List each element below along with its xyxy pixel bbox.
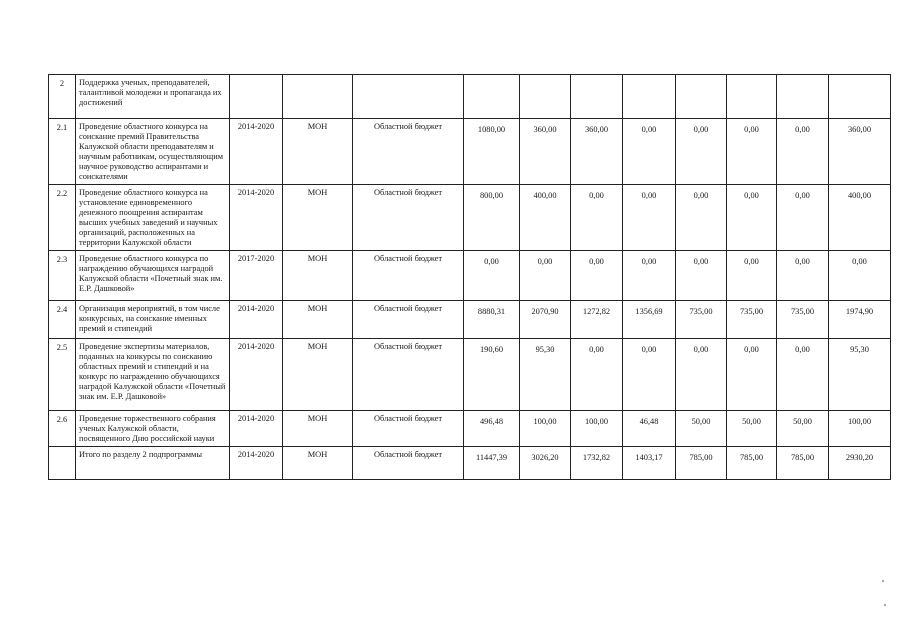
- row-value: 735,00: [676, 301, 727, 339]
- table-row: [49, 119, 891, 185]
- row-executor: МОН: [283, 339, 353, 411]
- row-value: 2930,20: [829, 447, 891, 480]
- table-row: [49, 185, 891, 251]
- row-name: Проведение областного конкурса на установление единовременного денежного поощрения аспирантам высших учебных заведений и научных организаций, расположенных на территории Калужской области: [76, 185, 230, 251]
- row-value: 50,00: [676, 411, 727, 447]
- row-value: 95,30: [829, 339, 891, 411]
- row-value: 400,00: [829, 185, 891, 251]
- row-years: 2014-2020: [230, 339, 283, 411]
- row-source: Областной бюджет: [353, 301, 464, 339]
- row-value: 0,00: [623, 185, 676, 251]
- row-value: 11447,39: [464, 447, 520, 480]
- scan-speck: [882, 580, 884, 582]
- row-source: [353, 75, 464, 119]
- row-value: [623, 75, 676, 119]
- scan-speck: [884, 604, 886, 606]
- row-value: 0,00: [623, 119, 676, 185]
- row-value: 735,00: [727, 301, 777, 339]
- row-value: 8880,31: [464, 301, 520, 339]
- row-years: 2017-2020: [230, 251, 283, 301]
- row-executor: МОН: [283, 301, 353, 339]
- row-value: [464, 75, 520, 119]
- row-value: 785,00: [777, 447, 829, 480]
- budget-table: [48, 74, 891, 480]
- row-value: 1080,00: [464, 119, 520, 185]
- row-name: Организация мероприятий, в том числе конкурсных, на соискание именных премий и стипендий: [76, 301, 230, 339]
- row-number: 2.5: [49, 339, 76, 411]
- row-source: Областной бюджет: [353, 119, 464, 185]
- row-value: 95,30: [520, 339, 571, 411]
- row-executor: МОН: [283, 447, 353, 480]
- row-value: 785,00: [727, 447, 777, 480]
- table-row: [49, 411, 891, 447]
- row-years: 2014-2020: [230, 411, 283, 447]
- row-value: 100,00: [571, 411, 623, 447]
- row-executor: [283, 75, 353, 119]
- row-years: 2014-2020: [230, 301, 283, 339]
- row-executor: МОН: [283, 185, 353, 251]
- row-value: 0,00: [676, 185, 727, 251]
- row-years: 2014-2020: [230, 185, 283, 251]
- row-value: 0,00: [727, 119, 777, 185]
- row-source: Областной бюджет: [353, 447, 464, 480]
- row-value: [571, 75, 623, 119]
- row-value: 0,00: [727, 251, 777, 301]
- row-number: 2.1: [49, 119, 76, 185]
- row-value: 0,00: [623, 251, 676, 301]
- row-value: 0,00: [829, 251, 891, 301]
- row-value: 50,00: [777, 411, 829, 447]
- table-row: [49, 339, 891, 411]
- row-value: 100,00: [829, 411, 891, 447]
- row-number: 2.6: [49, 411, 76, 447]
- row-value: 46,48: [623, 411, 676, 447]
- row-value: 0,00: [464, 251, 520, 301]
- row-years: [230, 75, 283, 119]
- row-number: [49, 447, 76, 480]
- row-source: Областной бюджет: [353, 251, 464, 301]
- row-source: Областной бюджет: [353, 339, 464, 411]
- row-value: 0,00: [777, 119, 829, 185]
- row-value: 1272,82: [571, 301, 623, 339]
- row-value: 0,00: [777, 185, 829, 251]
- row-number: 2: [49, 75, 76, 119]
- row-name: Итого по разделу 2 подпрограммы: [76, 447, 230, 480]
- row-number: 2.2: [49, 185, 76, 251]
- row-years: 2014-2020: [230, 447, 283, 480]
- row-value: 785,00: [676, 447, 727, 480]
- table-row: [49, 75, 891, 119]
- row-value: [676, 75, 727, 119]
- row-value: 0,00: [676, 339, 727, 411]
- row-value: 0,00: [571, 185, 623, 251]
- row-value: 1403,17: [623, 447, 676, 480]
- row-name: Поддержка ученых, преподавателей, талантливой молодежи и пропаганда их достижений: [76, 75, 230, 119]
- row-value: 496,48: [464, 411, 520, 447]
- row-value: 360,00: [520, 119, 571, 185]
- row-number: 2.3: [49, 251, 76, 301]
- row-value: 360,00: [571, 119, 623, 185]
- row-value: 50,00: [727, 411, 777, 447]
- row-executor: МОН: [283, 119, 353, 185]
- row-value: 1356,69: [623, 301, 676, 339]
- row-value: [829, 75, 891, 119]
- row-value: 100,00: [520, 411, 571, 447]
- row-value: 0,00: [676, 119, 727, 185]
- row-value: 735,00: [777, 301, 829, 339]
- row-value: 0,00: [571, 251, 623, 301]
- row-value: 800,00: [464, 185, 520, 251]
- row-executor: МОН: [283, 411, 353, 447]
- table-row: [49, 447, 891, 480]
- row-value: 0,00: [727, 185, 777, 251]
- row-value: 0,00: [777, 251, 829, 301]
- row-number: 2.4: [49, 301, 76, 339]
- row-value: [520, 75, 571, 119]
- row-value: 3026,20: [520, 447, 571, 480]
- row-source: Областной бюджет: [353, 185, 464, 251]
- row-source: Областной бюджет: [353, 411, 464, 447]
- row-name: Проведение экспертизы материалов, поданных на конкурсы по соисканию областных премий и стипендий и на конкурс по награждению обучающихся наградой Калужской области «Почетный знак им. Е.Р. Дашковой»: [76, 339, 230, 411]
- row-value: 1732,82: [571, 447, 623, 480]
- row-value: 2070,90: [520, 301, 571, 339]
- table-row: [49, 301, 891, 339]
- row-executor: МОН: [283, 251, 353, 301]
- row-value: 190,60: [464, 339, 520, 411]
- row-value: 400,00: [520, 185, 571, 251]
- row-value: 0,00: [623, 339, 676, 411]
- row-name: Проведение областного конкурса по награждению обучающихся наградой Калужской области «Почетный знак им. Е.Р. Дашковой»: [76, 251, 230, 301]
- row-years: 2014-2020: [230, 119, 283, 185]
- row-value: 1974,90: [829, 301, 891, 339]
- row-value: 0,00: [520, 251, 571, 301]
- row-name: Проведение торжественного собрания ученых Калужской области, посвященного Дню российской науки: [76, 411, 230, 447]
- row-value: 360,00: [829, 119, 891, 185]
- row-name: Проведение областного конкурса на соискание премий Правительства Калужской области преподавателям и научным работникам, осуществляющим научное руководство аспирантами и соискателями: [76, 119, 230, 185]
- row-value: 0,00: [727, 339, 777, 411]
- row-value: [777, 75, 829, 119]
- row-value: 0,00: [777, 339, 829, 411]
- row-value: 0,00: [676, 251, 727, 301]
- table-row: [49, 251, 891, 301]
- row-value: [727, 75, 777, 119]
- row-value: 0,00: [571, 339, 623, 411]
